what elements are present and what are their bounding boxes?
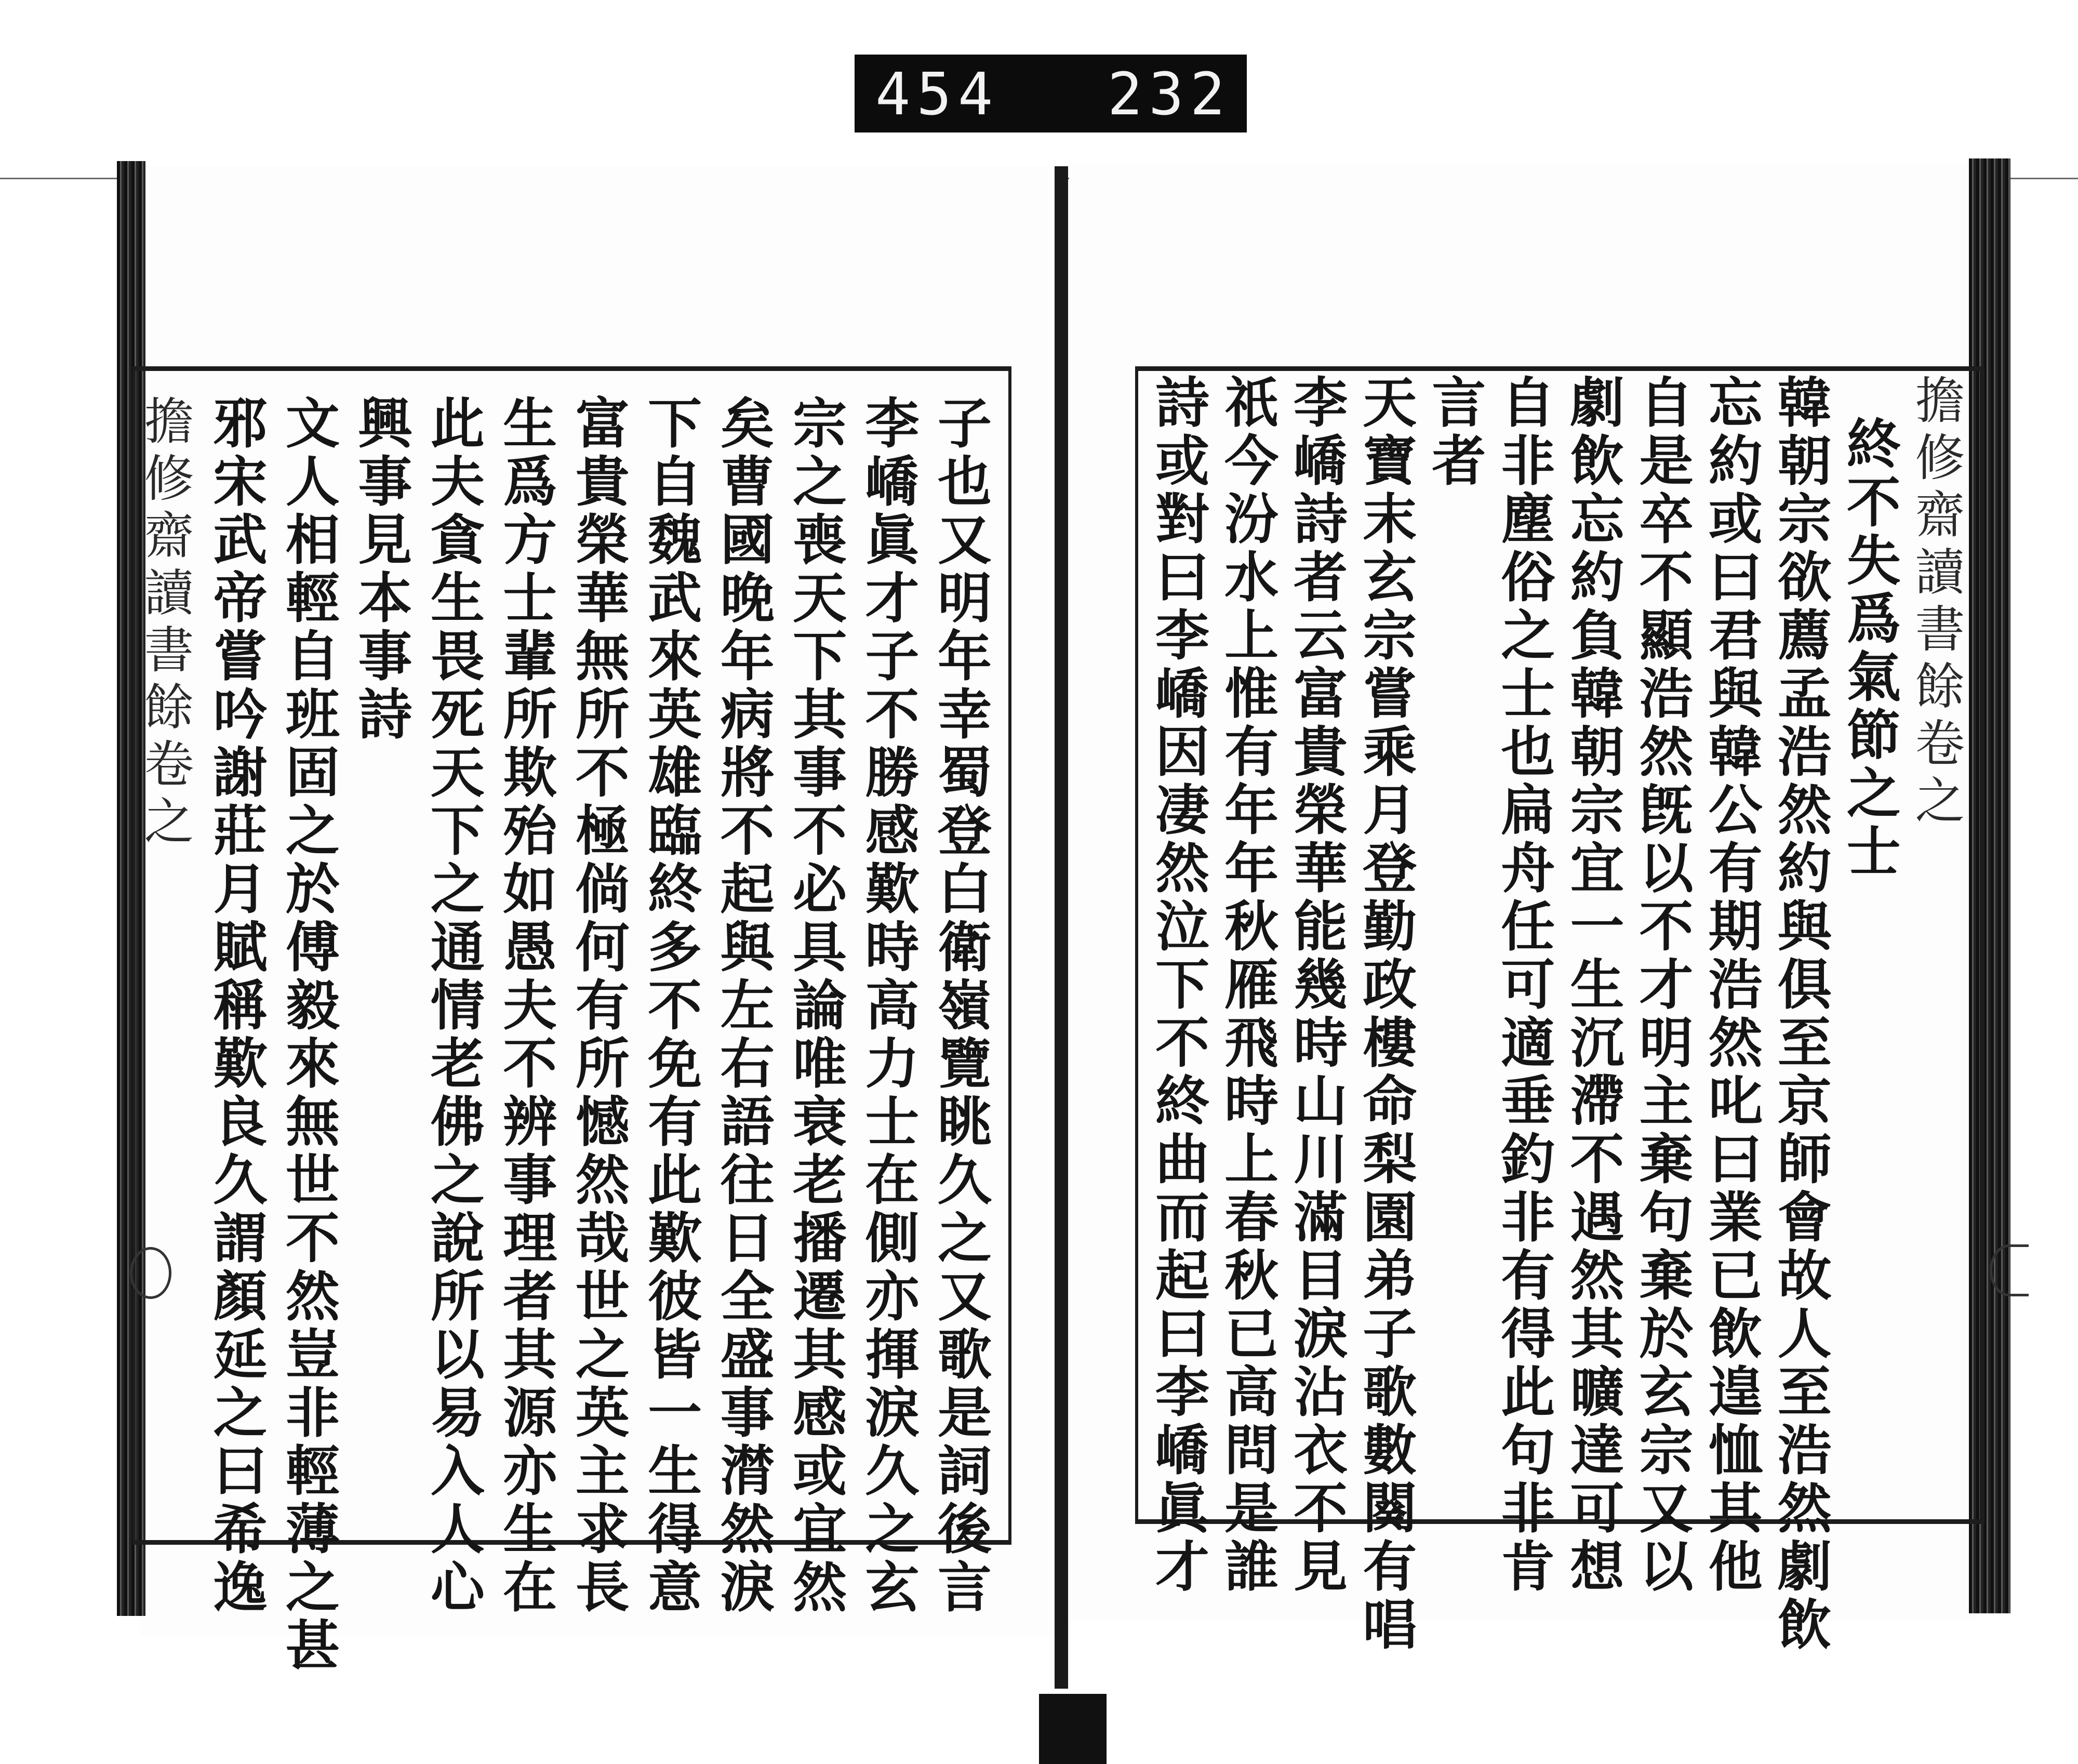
text-column: 祇今汾水上惟有年年秋雁飛時上春秋已高問是誰 bbox=[1215, 374, 1280, 1596]
reel-number: 454 bbox=[875, 61, 1000, 128]
text-column: 生爲方士輩所欺殆如愚夫不辨事理者其源亦生在 bbox=[494, 395, 558, 1617]
text-column: 詩或對曰李嶠因凄然泣下不終曲而起曰李嶠眞才 bbox=[1146, 374, 1210, 1596]
right-margin-title: 擔修齋讀書餘卷之 bbox=[1907, 374, 1965, 831]
text-column: 言者 bbox=[1422, 374, 1487, 490]
text-column: 下自魏武來英雄臨終多不免有此歎彼皆一生得意 bbox=[638, 395, 703, 1617]
text-column: 邪宋武帝嘗吟謝莊月賦稱歎良久謂顏延之曰希逸 bbox=[204, 395, 268, 1617]
text-column: 此夫貪生畏死天下之通情老佛之說所以易入人心 bbox=[421, 395, 485, 1617]
text-column: 李嶠詩者云富貴榮華能幾時山川滿目淚沾衣不見 bbox=[1284, 374, 1349, 1596]
text-column: 自是卒不顯浩然旣以不才明主棄句棄於玄宗又以 bbox=[1630, 374, 1694, 1596]
text-column: 自非塵俗之士也扁舟任可適垂釣非有得此句非肯 bbox=[1491, 374, 1556, 1596]
text-column: 李嶠眞才子不勝感歎時高力士在側亦揮淚久之玄 bbox=[856, 395, 920, 1617]
text-column: 宗之喪天下其事不必具論唯衰老播遷其感或宜然 bbox=[783, 395, 848, 1617]
right-fold-notch bbox=[1990, 1244, 2029, 1296]
microfilm-frame-label bbox=[855, 55, 1247, 132]
text-column: 終不失爲氣節之士 bbox=[1837, 416, 1901, 881]
text-column: 韓朝宗欲薦孟浩然約與俱至京師會故人至浩然劇飲 bbox=[1768, 374, 1832, 1654]
right-page-text bbox=[1146, 374, 1965, 1654]
book-spine bbox=[1055, 166, 1068, 1689]
text-column: 天寶末玄宗嘗乘月登勤政樓命梨園弟子歌數闋有唱 bbox=[1353, 374, 1418, 1654]
spine-clamp bbox=[1039, 1694, 1107, 1764]
frame-number: 232 bbox=[1107, 61, 1231, 128]
text-column: 興事見本事詩 bbox=[349, 395, 413, 744]
text-column: 富貴榮華無所不極倘何有所憾然哉世之英主求長 bbox=[566, 395, 630, 1617]
text-column: 文人相輕自班固之於傅毅來無世不然豈非輕薄之甚 bbox=[276, 395, 340, 1675]
text-column: 忘約或曰君與韓公有期浩然叱曰業已飲遑恤其他 bbox=[1699, 374, 1763, 1596]
text-column: 劇飲忘約負韓朝宗宜一生沉滯不遇然其曠達可想 bbox=[1561, 374, 1625, 1596]
left-margin-title: 擔修齋讀書餘卷之 bbox=[136, 395, 194, 852]
left-page-text bbox=[136, 395, 992, 1675]
text-column: 子也又明年幸蜀登白衛嶺覽眺久之又歌是詞後言 bbox=[928, 395, 992, 1617]
text-column: 矣曹國晚年病將不起與左右語往日全盛事潸然淚 bbox=[711, 395, 775, 1617]
